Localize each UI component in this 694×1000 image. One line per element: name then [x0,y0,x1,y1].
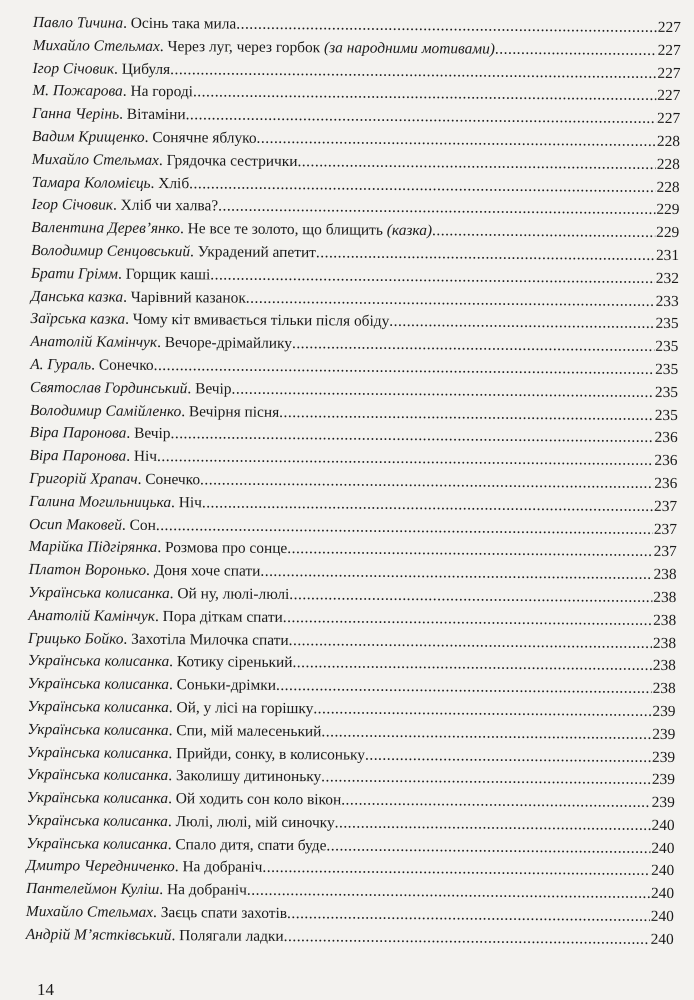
entry-title: Цибуля [121,60,171,78]
entry-page-number: 232 [655,269,679,287]
entry-page-number: 239 [652,725,676,743]
page-number: 14 [37,980,54,999]
dot-leader [365,744,651,769]
entry-text: Дмитро Чередниченко. На добраніч [26,857,263,877]
entry-author: Михайло Стельмах [32,36,160,55]
entry-text: Ігор Січовик. Цибуля [32,59,171,78]
entry-text: Анатолій Камінчук. Вечоре-дрімайлику [30,333,293,353]
dot-leader [289,630,652,656]
entry-page-number: 231 [655,246,680,265]
entry-page-number: 240 [650,885,675,903]
entry-title: Вечір [134,425,171,443]
entry-page-number: 235 [655,360,679,379]
entry-text: Українська колисанка. Ой, у лісі на горішку [27,697,314,718]
entry-title: Вечоре-дрімайлику [164,334,293,353]
entry-title: Вечірня пісня [188,402,280,421]
entry-author: Українська колисанка [27,675,170,694]
entry-page-number: 239 [652,748,676,766]
entry-page-number: 240 [650,907,674,926]
entry-title: Сонечко [98,356,154,374]
entry-author: Українська колисанка [27,697,169,716]
entry-text: Марійка Підгірянка. Розмова про сонце [28,538,288,558]
entry-note: (казка) [386,221,433,240]
entry-text: Андрій М’ястківський. Полягали ладки [25,925,284,945]
toc-entry [26,924,674,952]
entry-author: Українська колисанка [26,811,168,830]
table-of-contents [26,12,681,952]
entry-text: Брати Грімм. Горщик каші [30,264,211,284]
entry-page-number: 235 [654,383,679,401]
entry-author: Українська колисанка [26,789,169,808]
entry-title: Не все те золото, що блищить [187,220,384,239]
entry-page-number: 237 [653,543,677,561]
entry-text: М. Пожарова. На городі [32,82,194,101]
entry-title: Ой, у лісі на горішку [176,699,314,718]
entry-page-number: 235 [654,406,678,424]
entry-text: Українська колисанка. Спи, мій малесенький [27,720,322,740]
entry-text: Михайло Стельмах. Грядочка сестрички [31,150,298,170]
entry-author: Пантелеймон Куліш [26,880,160,899]
entry-text: Вадим Крищенко. Сонячне яблуко [31,127,257,147]
entry-text: Платон Воронько. Доня хоче спати [28,561,261,580]
entry-author: Анатолій Камінчук [28,606,156,625]
entry-title: Чарівний казанок [130,288,246,307]
entry-title: Заколишу дитиноньку [175,767,322,786]
entry-page-number: 235 [655,338,679,356]
entry-page-number: 227 [657,87,681,105]
entry-author: Анатолій Камінчук [30,333,158,352]
entry-text: Українська колисанка. Соньки-дрімки [27,675,277,695]
entry-page-number: 227 [657,18,681,37]
entry-text: Українська колисанка. Ой ходить сон коло вікон [26,789,342,809]
entry-title: Хліб чи халва? [120,197,219,215]
entry-author: Павло Тичина [32,13,124,32]
entry-title: Ніч [178,493,202,512]
entry-page-number: 227 [657,110,681,128]
entry-title: Спи, мій малесенький [176,721,322,740]
entry-page-number: 240 [650,930,674,948]
dot-leader [231,378,654,404]
entry-title: Горщик каші [125,265,211,284]
entry-page-number: 238 [653,566,677,584]
entry-title: На добраніч [166,881,248,899]
dot-leader [287,903,650,929]
entry-title: Вечір [195,380,232,398]
entry-title: Пора діткам спати [162,607,283,626]
entry-author: Валентина Дерев’янко [31,219,181,238]
entry-page-number: 238 [652,679,676,698]
entry-title: Вітаміни [126,105,186,124]
entry-author: Андрій М’ястківський [25,925,172,944]
entry-title: Котику сіренький [176,653,293,672]
dot-leader [256,128,655,154]
entry-text: Українська колисанка. Ой ну, люлі-люлі [28,583,290,603]
dot-leader [321,767,651,792]
entry-author: Михайло Стельмах [25,903,154,922]
entry-title: Ніч [133,447,158,466]
entry-text: Валентина Дерев’янко. Не все те золото, що блищить (казка) [31,219,433,240]
entry-page-number: 236 [654,429,678,447]
entry-author: А. Гураль [30,355,92,374]
entry-author: Ігор Січовик [31,196,114,215]
entry-author: Григорій Храпач [29,469,138,488]
entry-author: Володимир Самійленко [29,401,182,420]
entry-author: Володимир Сенцовський [31,241,191,261]
entry-author: Ігор Січовик [32,59,115,78]
entry-author: Українська колисанка [27,720,169,739]
entry-author: Платон Воронько [28,561,147,580]
entry-author: Данська казка [30,287,124,306]
dot-leader [292,333,654,359]
entry-author: Грицько Бойко [28,629,124,648]
entry-page-number: 238 [652,657,676,675]
entry-page-number: 238 [653,588,677,606]
entry-text: Ігор Січовик. Хліб чи халва? [31,196,219,215]
entry-title: Заєць спати захотів [160,904,288,923]
entry-author: Українська колисанка [27,743,169,762]
entry-text: Осип Маковей. Сон [28,515,156,534]
entry-text: Михайло Стельмах. Заєць спати захотів [25,903,288,923]
dot-leader [341,790,651,815]
entry-title: Прийди, сонку, в колисоньку [176,744,366,764]
entry-text: Заїрська казка. Чому кіт вмивається тільки після обіду [30,310,390,331]
dot-leader [283,607,652,633]
dot-leader [326,835,650,860]
entry-author: Українська колисанка [26,766,169,785]
entry-title: Полягали ладки [179,927,284,945]
entry-title: Доня хоче спати [153,562,261,580]
dot-leader [287,538,653,564]
entry-page-number: 240 [651,862,675,880]
entry-page-number: 236 [654,474,678,493]
dot-leader [432,220,655,245]
entry-title: Украдений апетит [197,243,317,262]
entry-author: Українська колисанка [26,834,168,853]
entry-page-number: 240 [651,816,675,834]
entry-text: Українська колисанка. Котику сіренький [27,652,293,672]
entry-author: Осип Маковей [28,515,123,534]
entry-page-number: 240 [651,839,675,857]
dot-leader [495,38,657,62]
entry-page-number: 239 [651,793,675,812]
entry-title: Грядочка сестрички [166,151,298,170]
entry-text: Віра Паронова. Вечір [29,424,171,443]
dot-leader [284,926,650,952]
entry-author: Заїрська казка [30,310,126,329]
entry-page-number: 229 [656,224,680,242]
entry-title: Через луг, через горбок [167,37,321,57]
dot-leader [313,698,651,723]
entry-author: Вадим Крищенко [31,127,145,146]
entry-text: Павло Тичина. Осінь така мила [32,13,237,33]
entry-title: Ой ну, люлі-люлі [177,585,290,603]
dot-leader [292,652,651,678]
entry-title: Соньки-дрімки [176,676,277,695]
dot-leader [276,675,652,701]
entry-title: Розмова про сонце [165,539,288,558]
entry-text: Віра Паронова. Ніч [29,447,158,466]
entry-text: Михайло Стельмах. Через луг, через горбок (за народними мотивами) [32,36,496,58]
entry-title: На городі [130,83,194,101]
entry-page-number: 227 [657,64,681,82]
dot-leader [260,561,652,587]
entry-title: Осінь така мила [130,14,237,33]
entry-title: Люлі, люлі, мій синочку [175,813,335,832]
entry-author: Брати Грімм [30,264,119,283]
entry-author: Святослав Гординський [29,378,188,397]
entry-author: Дмитро Чередниченко [26,857,175,876]
entry-text: Тамара Коломієць. Хліб [31,173,190,192]
entry-page-number: 237 [653,497,678,515]
entry-page-number: 238 [652,634,677,652]
dot-leader [316,242,655,267]
entry-author: Ганна Черінь [32,105,120,123]
entry-text: Українська колисанка. Люлі, люлі, мій синочку [26,811,335,832]
dot-leader [297,151,655,177]
entry-page-number: 227 [657,41,681,59]
entry-page-number: 228 [656,178,680,196]
entry-title: Спало дитя, спати буде [175,835,327,855]
entry-author: Тамара Коломієць [31,173,151,192]
entry-text: Грицько Бойко. Захотіла Милочка спати [28,629,289,649]
dot-leader [335,812,651,837]
entry-author: М. Пожарова [32,82,123,101]
dot-leader [262,857,650,883]
dot-leader [389,311,654,336]
entry-text: Данська казка. Чарівний казанок [30,287,246,307]
entry-text: Володимир Сенцовський. Украдений апетит [31,241,317,262]
dot-leader [247,880,650,906]
entry-title: Хліб [158,174,190,192]
entry-text: Ганна Черінь. Вітаміни [32,105,186,124]
entry-author: Марійка Підгірянка [28,538,158,557]
entry-text: Григорій Храпач. Сонечко [29,469,201,489]
entry-author: Віра Паронова [29,424,127,443]
entry-page-number: 233 [655,292,679,310]
entry-author: Українська колисанка [27,652,170,671]
entry-author: Михайло Стельмах [31,150,159,169]
entry-author: Віра Паронова [29,447,127,465]
entry-text: Українська колисанка. Спало дитя, спати буде [26,834,327,855]
entry-author: Українська колисанка [28,583,170,603]
entry-page-number: 229 [656,201,680,219]
entry-title: Сонечко [145,470,201,489]
dot-leader [246,287,655,313]
entry-page-number: 228 [656,155,680,173]
entry-title: Чому кіт вмивається тільки після обіду [132,311,390,331]
entry-note: (за народними мотивами) [323,39,496,58]
entry-text: А. Гураль. Сонечко [30,355,154,374]
entry-text: Українська колисанка. Заколишу дитиноньку [26,766,322,786]
entry-text: Галина Могильницька. Ніч [29,492,202,512]
entry-page-number: 239 [652,702,676,720]
entry-title: Захотіла Милочка спати [131,630,289,649]
dot-leader [289,584,652,610]
entry-text: Українська колисанка. Прийди, сонку, в колисоньку [27,743,366,764]
entry-text: Анатолій Камінчук. Пора діткам спати [28,606,283,626]
dot-leader [279,401,654,427]
entry-page-number: 239 [651,771,676,789]
entry-text: Пантелеймон Куліш. На добраніч [26,880,248,899]
entry-title: Ой ходить сон коло вікон [175,790,342,809]
dot-leader [321,721,651,746]
entry-title: Сон [129,516,156,534]
dot-leader [218,196,655,222]
entry-title: На добраніч [182,858,263,877]
dot-leader [236,14,657,40]
entry-page-number: 238 [653,611,677,629]
entry-text: Володимир Самійленко. Вечірня пісня [29,401,280,421]
entry-page-number: 237 [653,520,678,538]
entry-text: Святослав Гординський. Вечір [29,378,232,398]
entry-page-number: 235 [655,315,679,333]
entry-page-number: 236 [654,452,678,470]
entry-page-number: 228 [656,132,681,151]
entry-title: Сонячне яблуко [152,128,257,147]
entry-author: Галина Могильницька [29,492,172,511]
